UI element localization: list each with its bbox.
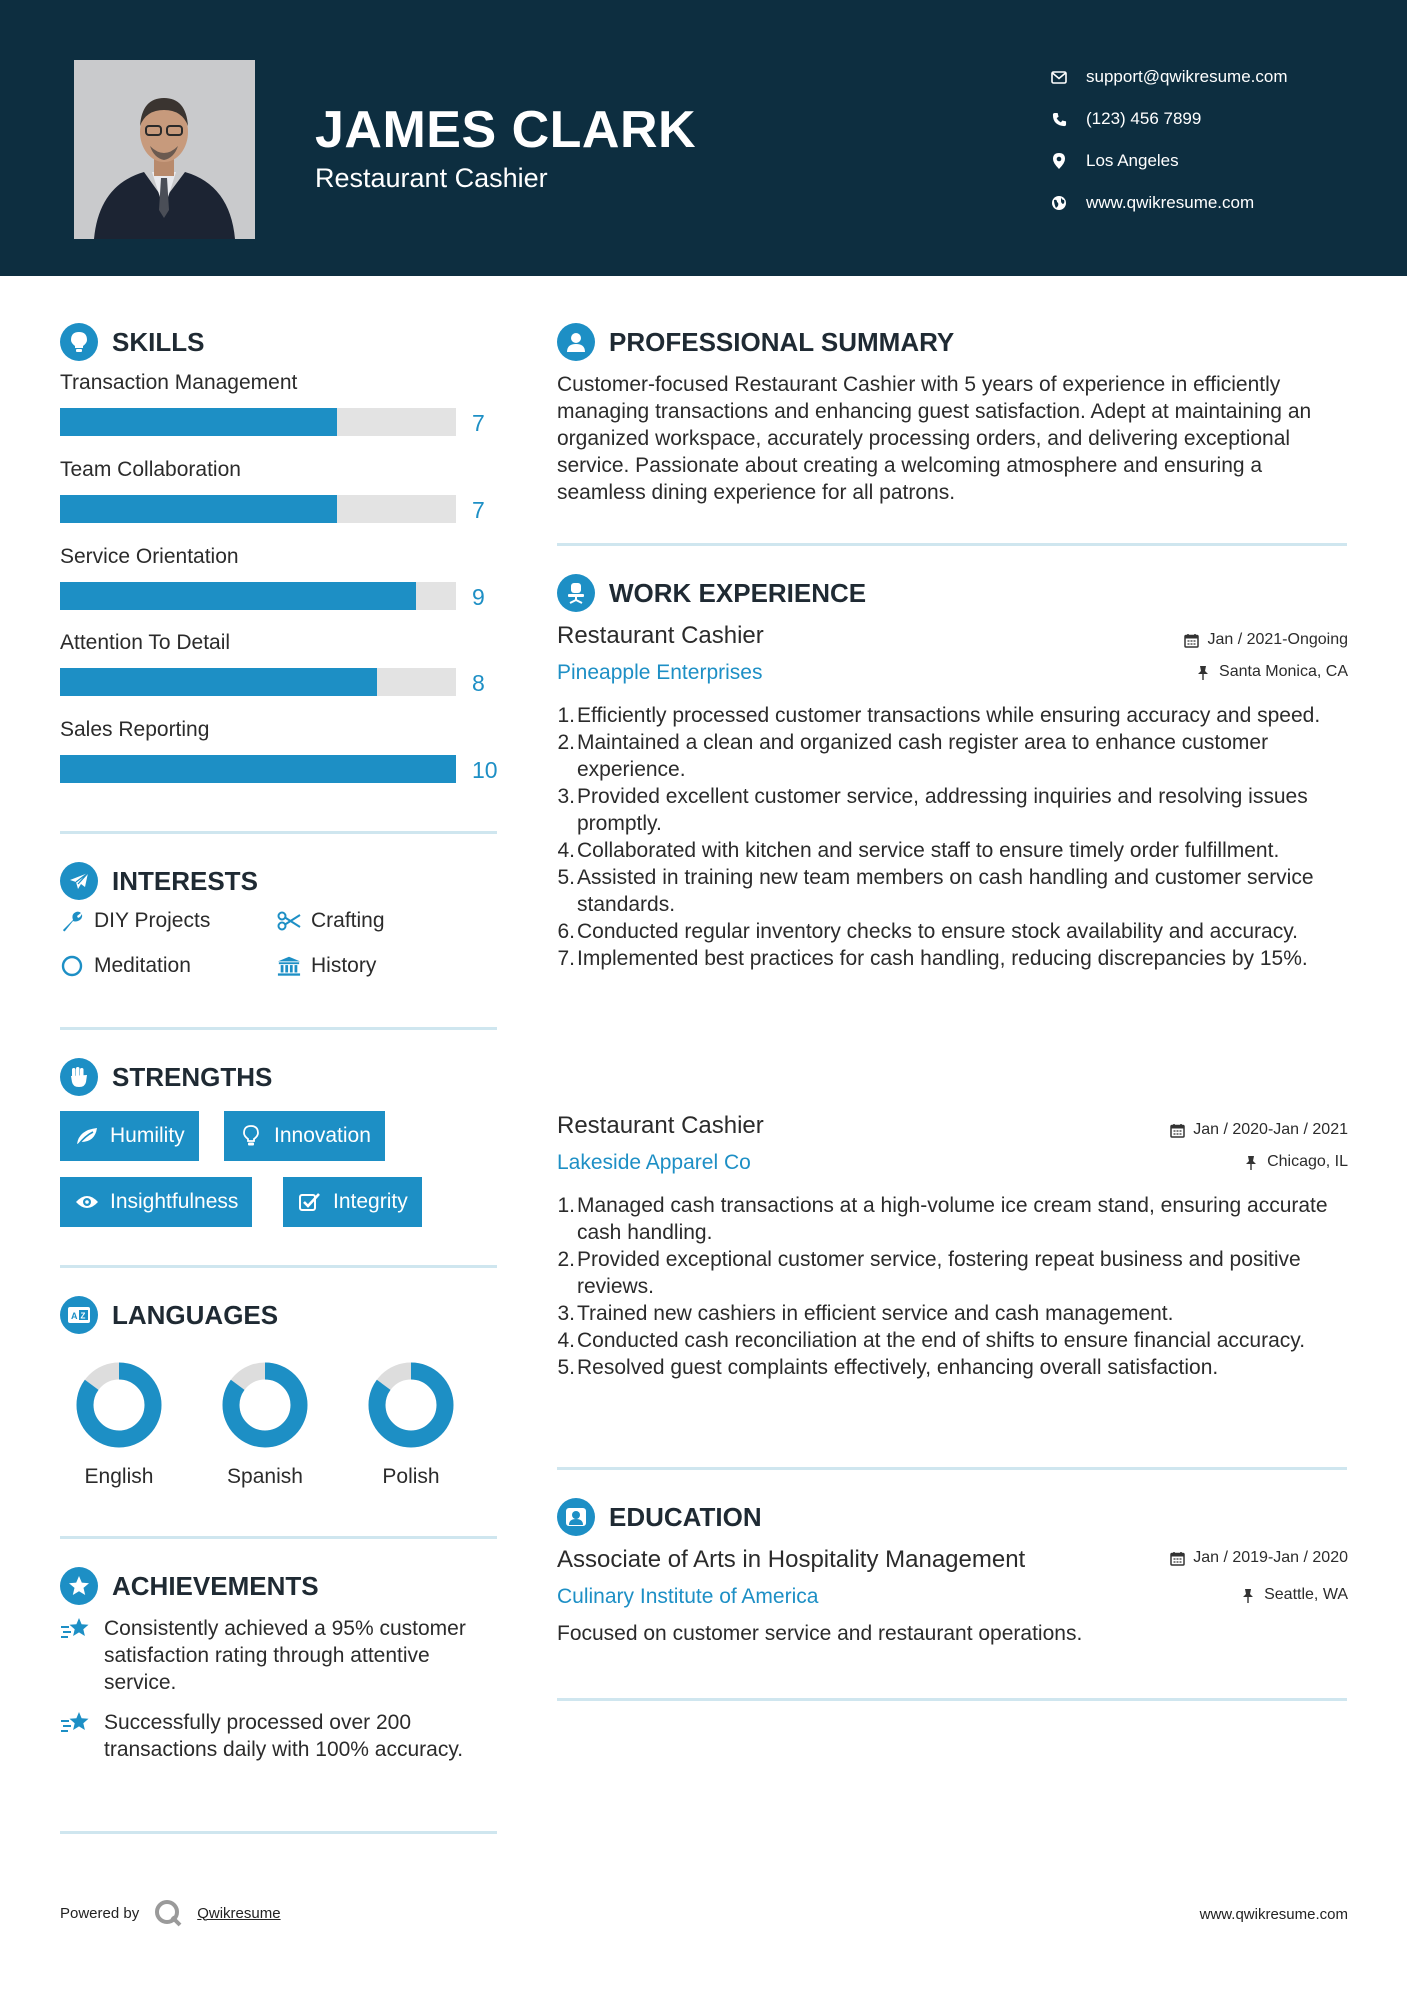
company-name: Pineapple Enterprises bbox=[557, 661, 763, 684]
contact-website-text: www.qwikresume.com bbox=[1086, 193, 1255, 212]
skill-bar-fill bbox=[60, 408, 337, 436]
leaf-icon bbox=[74, 1125, 100, 1147]
contact-location-text: Los Angeles bbox=[1086, 151, 1179, 170]
star-badge-icon bbox=[60, 1567, 98, 1605]
achievement-item bbox=[60, 1615, 500, 1696]
candidate-name: JAMES CLARK bbox=[315, 101, 697, 159]
translate-icon bbox=[60, 1296, 98, 1334]
job-dates: Jan / 2020-Jan / 2021 bbox=[1169, 1121, 1348, 1139]
footer-powered-by: Powered by Qwikresume bbox=[60, 1898, 281, 1928]
list-item: 4. Collaborated with kitchen and service staff to ensure timely order fulfillment. bbox=[557, 839, 1280, 862]
contact-phone-text: (123) 456 7899 bbox=[1086, 109, 1202, 128]
section-divider bbox=[557, 1467, 1347, 1470]
list-item: 3. Trained new cashiers in efficient service and cash management. bbox=[557, 1302, 1174, 1325]
skill-bar bbox=[60, 582, 456, 610]
candidate-title: Restaurant Cashier bbox=[315, 163, 548, 193]
svg-text:Z: Z bbox=[80, 1311, 86, 1321]
strength-badge: Innovation bbox=[224, 1111, 385, 1161]
svg-text:A: A bbox=[71, 1311, 78, 1321]
skill-label: Team Collaboration bbox=[60, 458, 241, 481]
skill-value: 7 bbox=[472, 410, 485, 436]
skill-bar bbox=[60, 668, 456, 696]
interest-item: History bbox=[277, 954, 376, 978]
strengths-heading: STRENGTHS bbox=[60, 1058, 272, 1096]
contact-website[interactable] bbox=[1050, 182, 1370, 224]
summary-heading: PROFESSIONAL SUMMARY bbox=[557, 323, 954, 361]
contact-email[interactable] bbox=[1050, 56, 1370, 98]
section-divider bbox=[557, 1698, 1347, 1701]
lightbulb-icon bbox=[60, 323, 98, 361]
eye-icon bbox=[74, 1191, 100, 1213]
achievements-heading: ACHIEVEMENTS bbox=[60, 1567, 319, 1605]
list-item: 4. Conducted cash reconciliation at the end of shifts to ensure financial accuracy. bbox=[557, 1329, 1306, 1352]
checkbox-icon bbox=[297, 1191, 323, 1213]
languages-heading: A Z LANGUAGES bbox=[60, 1296, 278, 1334]
resume-header bbox=[0, 0, 1407, 276]
section-divider bbox=[60, 1027, 497, 1030]
qwikresume-logo-icon bbox=[153, 1898, 183, 1928]
skill-label: Service Orientation bbox=[60, 545, 239, 568]
user-icon bbox=[557, 323, 595, 361]
pushpin-icon bbox=[1240, 1587, 1256, 1603]
job-location: Santa Monica, CA bbox=[1195, 663, 1348, 681]
interests-heading: INTERESTS bbox=[60, 862, 258, 900]
profile-photo bbox=[74, 60, 255, 239]
summary-text: Customer-focused Restaurant Cashier with 5 years of experience in efficiently managing transactions and enhancing guest satisfaction. Adept at maintaining an organized workspace, accurately processing orders, and delivering exceptional service. Passionate about creating a welcoming atmosphere and ensuring a seamless dining experience for all patrons. bbox=[557, 373, 1312, 504]
skill-bar bbox=[60, 755, 456, 783]
section-divider bbox=[60, 1831, 497, 1834]
skill-value: 8 bbox=[472, 670, 485, 696]
job-location: Chicago, IL bbox=[1243, 1153, 1348, 1171]
job-duties-list bbox=[557, 702, 1351, 972]
interest-item: Meditation bbox=[60, 954, 191, 978]
paper-plane-icon bbox=[60, 862, 98, 900]
strength-badge: Integrity bbox=[283, 1177, 422, 1227]
calendar-icon bbox=[1169, 1122, 1185, 1138]
calendar-icon bbox=[1183, 632, 1199, 648]
job-dates: Jan / 2021-Ongoing bbox=[1183, 631, 1348, 649]
skill-label: Transaction Management bbox=[60, 371, 298, 394]
museum-icon bbox=[277, 954, 301, 978]
achievement-item bbox=[60, 1709, 500, 1763]
list-item: 6. Conducted regular inventory checks to ensure stock availability and accuracy. bbox=[557, 920, 1298, 943]
education-location: Seattle, WA bbox=[1240, 1586, 1348, 1604]
school-name: Culinary Institute of America bbox=[557, 1585, 819, 1608]
language-donut bbox=[59, 1361, 179, 1458]
calendar-icon bbox=[1169, 1550, 1185, 1566]
skill-bar-fill bbox=[60, 755, 456, 783]
list-item: 3. Provided excellent customer service, addressing inquiries and resolving issues promptly. bbox=[557, 785, 1308, 835]
list-item: 5. Resolved guest complaints effectively, enhancing overall satisfaction. bbox=[557, 1356, 1219, 1379]
interest-item: DIY Projects bbox=[60, 909, 210, 933]
job-duties-list bbox=[557, 1192, 1351, 1381]
pushpin-icon bbox=[1195, 664, 1211, 680]
skill-label: Attention To Detail bbox=[60, 631, 231, 654]
map-pin-icon bbox=[1050, 152, 1068, 170]
list-item: 2. Provided exceptional customer service, fostering repeat business and positive reviews. bbox=[557, 1248, 1301, 1298]
shooting-star-icon bbox=[60, 1709, 92, 1739]
experience-heading: WORK EXPERIENCE bbox=[557, 574, 866, 612]
language-label: Polish bbox=[382, 1465, 440, 1488]
scissors-icon bbox=[277, 909, 301, 933]
skill-bar bbox=[60, 495, 456, 523]
skill-bar-fill bbox=[60, 495, 337, 523]
contact-location bbox=[1050, 140, 1370, 182]
section-divider bbox=[60, 1265, 497, 1268]
language-donut bbox=[351, 1361, 471, 1458]
footer-website[interactable]: www.qwikresume.com bbox=[1199, 1906, 1348, 1923]
achievement-text: Consistently achieved a 95% customer satisfaction rating through attentive service. bbox=[104, 1617, 466, 1694]
skill-value: 9 bbox=[472, 584, 485, 610]
list-item: 1. Managed cash transactions at a high-volume ice cream stand, ensuring accurate cash handling. bbox=[557, 1194, 1328, 1244]
skill-bar bbox=[60, 408, 456, 436]
skill-bar-fill bbox=[60, 582, 416, 610]
language-label: Spanish bbox=[227, 1465, 303, 1488]
list-item: 2. Maintained a clean and organized cash register area to enhance customer experience. bbox=[557, 731, 1269, 781]
language-donut bbox=[205, 1361, 325, 1458]
shooting-star-icon bbox=[60, 1615, 92, 1645]
education-dates: Jan / 2019-Jan / 2020 bbox=[1169, 1549, 1348, 1567]
skill-label: Sales Reporting bbox=[60, 718, 210, 741]
contact-email-text: support@qwikresume.com bbox=[1086, 67, 1288, 86]
education-heading: EDUCATION bbox=[557, 1498, 762, 1536]
strength-badge: Humility bbox=[60, 1111, 199, 1161]
list-item: 7. Implemented best practices for cash handling, reducing discrepancies by 15%. bbox=[557, 947, 1308, 970]
pushpin-icon bbox=[1243, 1154, 1259, 1170]
skills-heading: SKILLS bbox=[60, 323, 204, 361]
job-title: Restaurant Cashier bbox=[557, 1112, 764, 1139]
circle-icon bbox=[60, 954, 84, 978]
contact-list bbox=[1050, 56, 1370, 224]
envelope-icon bbox=[1050, 68, 1068, 86]
strength-badge: Insightfulness bbox=[60, 1177, 252, 1227]
qwikresume-link[interactable]: Qwikresume bbox=[197, 1904, 281, 1922]
achievement-text: Successfully processed over 200 transactions daily with 100% accuracy. bbox=[104, 1711, 464, 1761]
company-name: Lakeside Apparel Co bbox=[557, 1151, 751, 1174]
contact-phone[interactable] bbox=[1050, 98, 1370, 140]
office-chair-icon bbox=[557, 574, 595, 612]
education-description: Focused on customer service and restaurant operations. bbox=[557, 1622, 1083, 1645]
section-divider bbox=[60, 1536, 497, 1539]
list-item: 5. Assisted in training new team members on cash handling and customer service standards. bbox=[557, 866, 1314, 916]
job-title: Restaurant Cashier bbox=[557, 622, 764, 649]
skill-bar-fill bbox=[60, 668, 377, 696]
skill-value: 7 bbox=[472, 497, 485, 523]
skill-value: 10 bbox=[472, 757, 498, 783]
degree-title: Associate of Arts in Hospitality Management bbox=[557, 1546, 1026, 1573]
wrench-icon bbox=[60, 909, 84, 933]
fist-icon bbox=[60, 1058, 98, 1096]
phone-icon bbox=[1050, 110, 1068, 128]
section-divider bbox=[557, 543, 1347, 546]
language-label: English bbox=[84, 1465, 154, 1488]
list-item: 1. Efficiently processed customer transactions while ensuring accuracy and speed. bbox=[557, 704, 1321, 727]
lightbulb-icon bbox=[238, 1125, 264, 1147]
section-divider bbox=[60, 831, 497, 834]
globe-icon bbox=[1050, 194, 1068, 212]
interest-item: Crafting bbox=[277, 909, 385, 933]
graduate-icon bbox=[557, 1498, 595, 1536]
